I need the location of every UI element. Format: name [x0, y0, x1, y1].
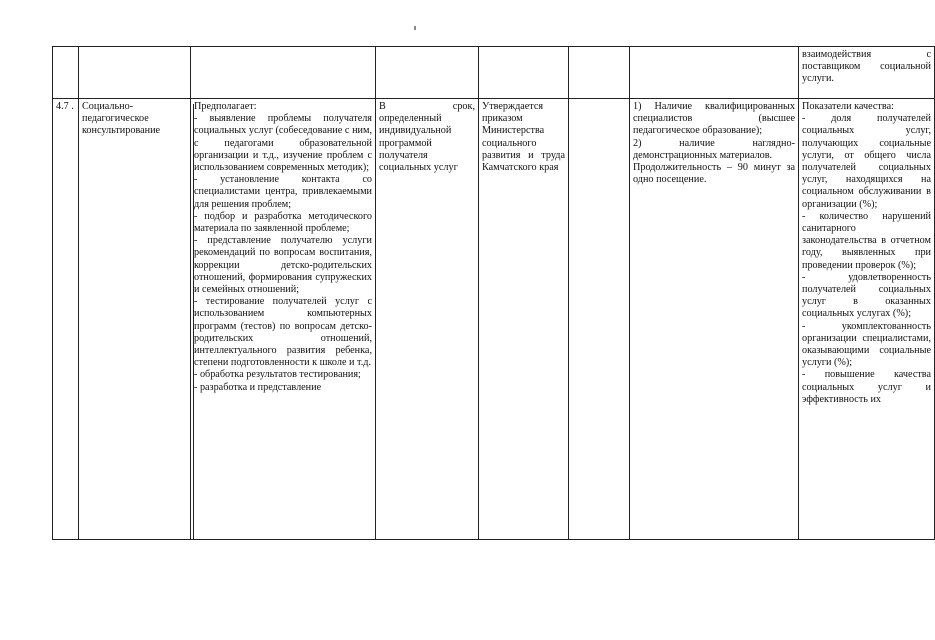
cell-num — [53, 47, 79, 99]
cell-empty — [569, 47, 630, 99]
cell-text: 1) Наличие квалифицированных специалистов (высшее педагогическое образование); 2) наличие наглядно-демонстрационных материалов. Продолжительность – 90 минут за одно посещение. — [633, 101, 795, 186]
cell-term — [376, 47, 479, 99]
inner-double-line — [193, 104, 194, 540]
cell-text: Социально-педагогическое консультирование — [82, 101, 161, 137]
cell-text: Предполагает: - выявление проблемы получателя социальных услуг (собеседование с ним, с педагогами образовательной организации и т.д., изучение проблем с использованием современных методик); - установление контакта со специалистами центра, привлекаемыми для решения проблем; - подбор и разработка методического материала по заявленной проблеме; - представление получателю услуги рекомендаций по вопросам воспитания, коррекции детско-родительских отношений, формирования супружеских и семейных отношений; - тестирование получателей услуг с использованием компьютерных программ (тестов) по вопросам детско-родительских отношений, интеллектуального развития ребенка, степени подготовленности к школе и т.д. - обработка результатов тестирования; - разработка и представление — [194, 101, 372, 393]
cell-text: Показатели качества: - доля получателей социальных услуг, получающих социальные услуги, от общего числа получателей социальных услуг, находящихся на социальном обслуживании в организации (%); - количество нарушений санитарного законодательства в отчетном году, выявленных при проведении проверок (%); - удовлетворенность получателей социальных услуг в оказанных социальных услугах (%); - укомплектованность организации специалистами, оказывающими социальные услуги (%); - повышение качества социальных услуг и эффективность их — [802, 101, 931, 405]
service-term — [376, 99, 479, 540]
cell-description — [191, 47, 376, 99]
cell-text: взаимодействия с поставщиком социальной услуги. — [802, 49, 931, 85]
row-number — [53, 99, 79, 540]
cell-conditions — [630, 47, 799, 99]
table-row-continuation — [53, 47, 935, 99]
service-description — [191, 99, 376, 540]
service-quality — [799, 99, 935, 540]
service-conditions — [630, 99, 799, 540]
cell-text: Утверждается приказом Министерства социального развития и труда Камчатского края — [482, 101, 565, 174]
table-row-4-7 — [53, 99, 935, 540]
cell-name — [79, 47, 191, 99]
standards-table — [52, 46, 935, 540]
service-name — [79, 99, 191, 540]
cell-text: 4.7 . — [56, 101, 74, 112]
cell-tariff — [479, 47, 569, 99]
service-empty — [569, 99, 630, 540]
cell-quality — [799, 47, 935, 99]
cell-text: В срок, определенный индивидуальной программой получателя социальных услуг — [379, 101, 475, 174]
scan-speck — [414, 26, 416, 30]
service-tariff — [479, 99, 569, 540]
